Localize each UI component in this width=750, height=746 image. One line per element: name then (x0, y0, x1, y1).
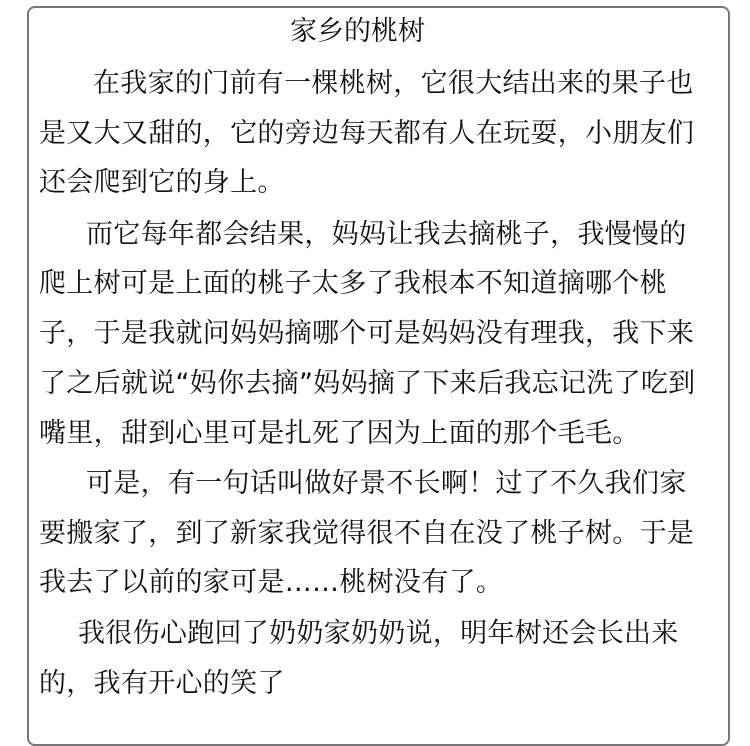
essay-line-3: 还会爬到它的身上。 (39, 167, 285, 198)
essay-line-4: 而它每年都会结果，妈妈让我去摘桃子，我慢慢的 (86, 219, 687, 250)
essay-line-13: 的，我有开心的笑了 (39, 668, 285, 699)
essay-line-1: 在我家的门前有一棵桃树，它很大结出来的果子也 (93, 68, 694, 99)
essay-line-2: 是又大又甜的，它的旁边每天都有人在玩耍，小朋友们 (39, 118, 695, 149)
essay-title: 家乡的桃树 (290, 16, 425, 47)
essay-line-12: 我很伤心跑回了奶奶家奶奶说，明年树还会长出来 (78, 618, 679, 649)
essay-line-9: 可是，有一句话叫做好景不长啊！过了不久我们家 (86, 468, 687, 499)
essay-line-11: 我去了以前的家可是……桃树没有了。 (39, 567, 504, 598)
essay-line-8: 嘴里，甜到心里可是扎死了因为上面的那个毛毛。 (39, 418, 640, 449)
essay-line-10: 要搬家了，到了新家我觉得很不自在没了桃子树。于是 (39, 518, 695, 549)
essay-line-5: 爬上树可是上面的桃子太多了我根本不知道摘哪个桃 (39, 268, 667, 299)
essay-line-6: 子，于是我就问妈妈摘哪个可是妈妈没有理我，我下来 (39, 318, 695, 349)
essay-line-7: 了之后就说“妈你去摘”妈妈摘了下来后我忘记洗了吃到 (39, 368, 696, 399)
